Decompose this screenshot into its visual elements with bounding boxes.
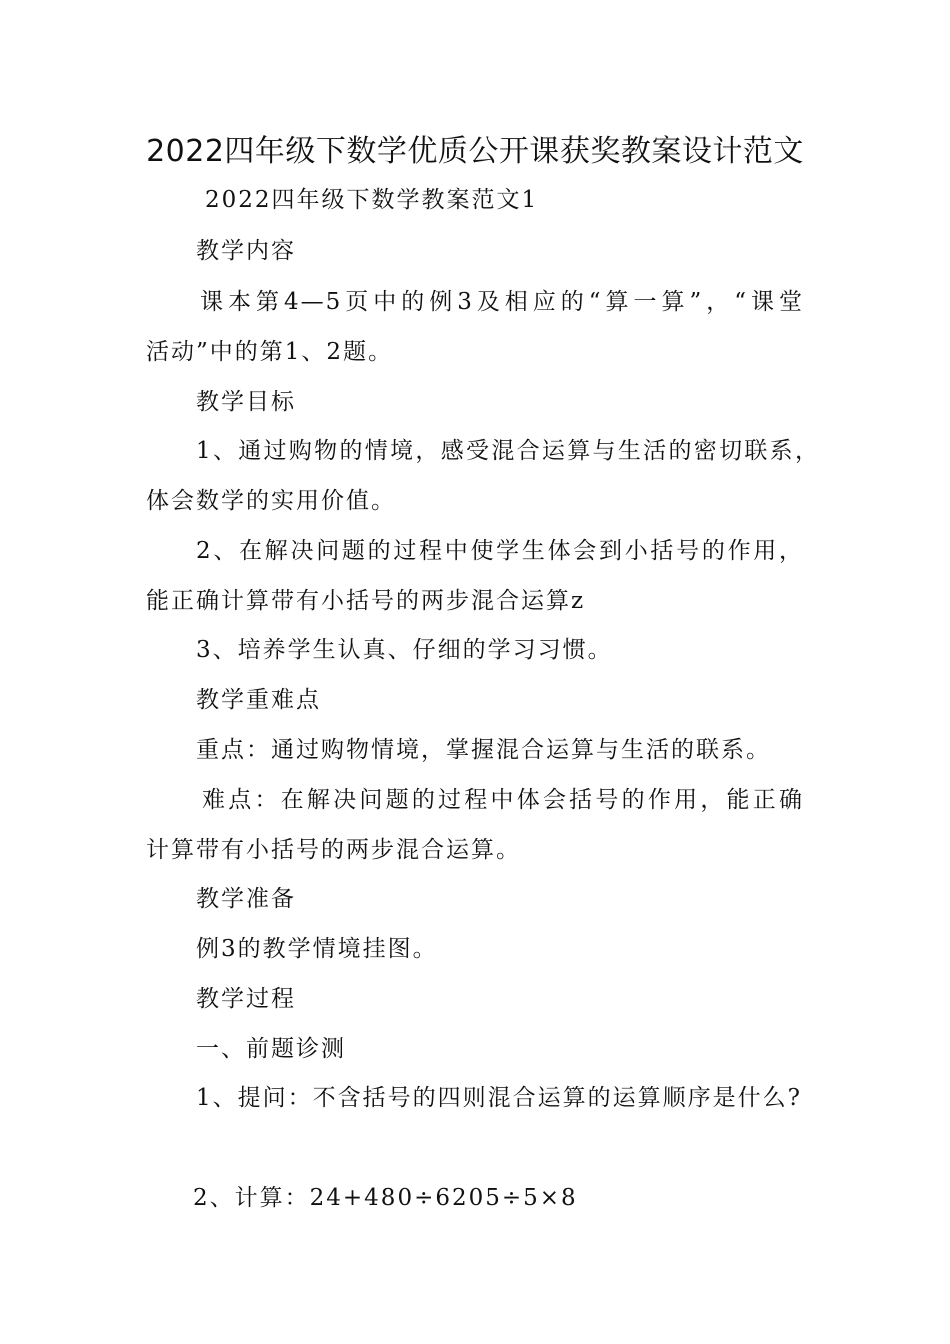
paragraph-line: 2、计算：24+480÷6205÷5×8 <box>193 1185 578 1211</box>
paragraph-line: 能正确计算带有小括号的两步混合运算z <box>146 588 586 614</box>
paragraph-line: 计算带有小括号的两步混合运算。 <box>146 837 521 863</box>
paragraph-line: 例3的教学情境挂图。 <box>196 936 438 962</box>
paragraph-line: 1、提问：不含括号的四则混合运算的运算顺序是什么? <box>196 1085 802 1111</box>
paragraph-line: 3、培养学生认真、仔细的学习习惯。 <box>196 637 613 663</box>
paragraph-line: 难点：在解决问题的过程中体会括号的作用，能正确 <box>202 787 804 813</box>
section-heading-goals: 教学目标 <box>196 389 296 415</box>
paragraph-line: 重点：通过购物情境，掌握混合运算与生活的联系。 <box>196 737 771 763</box>
paragraph-line: 2、在解决问题的过程中使学生体会到小括号的作用， <box>196 538 804 564</box>
paragraph-line: 课本第4—5页中的例3及相应的“算一算”，“课堂 <box>200 289 804 315</box>
document-title: 2022四年级下数学优质公开课获奖教案设计范文 <box>146 134 804 169</box>
section-heading-preparation: 教学准备 <box>196 886 296 912</box>
section-heading-keypoints: 教学重难点 <box>196 687 321 713</box>
section-heading-process: 教学过程 <box>196 986 296 1012</box>
section-heading-content: 教学内容 <box>196 238 296 264</box>
document-subtitle: 2022四年级下数学教案范文1 <box>205 187 539 213</box>
subsection-heading: 一、前题诊测 <box>196 1036 346 1062</box>
paragraph-line: 1、通过购物的情境，感受混合运算与生活的密切联系， <box>196 438 820 464</box>
paragraph-line: 体会数学的实用价值。 <box>146 488 396 514</box>
paragraph-line: 活动”中的第1、2题。 <box>146 339 394 365</box>
